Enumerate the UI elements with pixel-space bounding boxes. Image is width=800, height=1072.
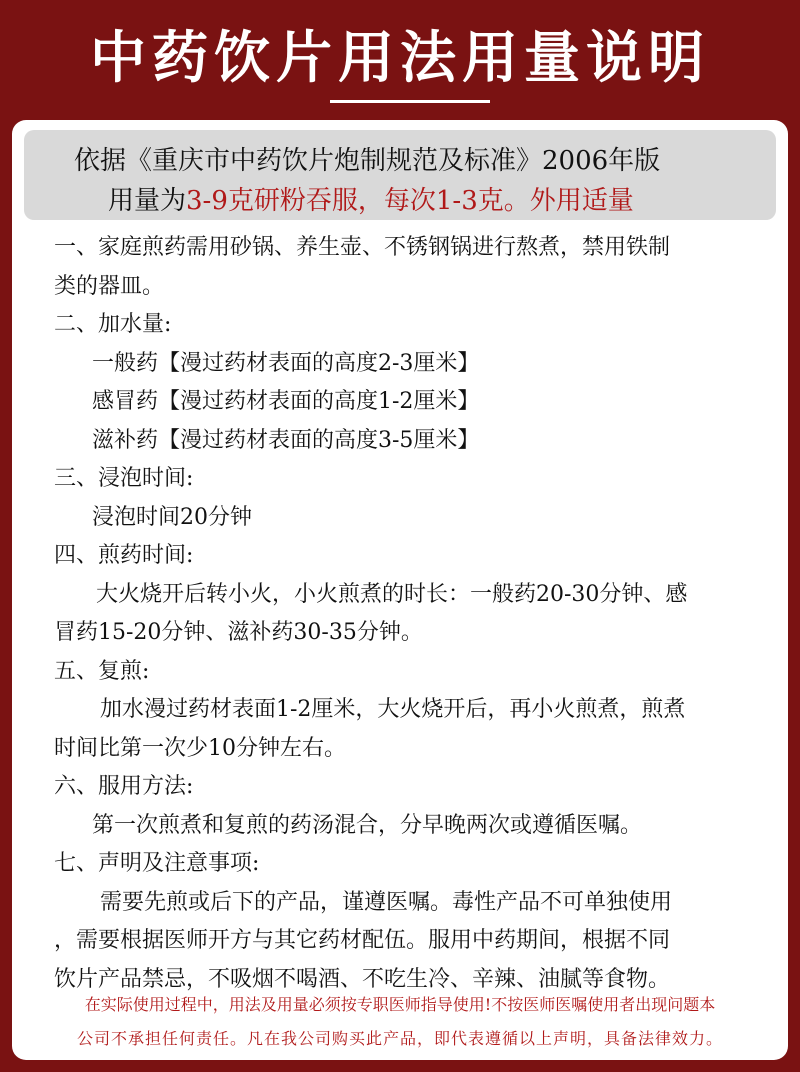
disclaimer-line-2: 公司不承担任何责任。凡在我公司购买此产品，即代表遵循以上声明，具备法律效力。 xyxy=(76,1029,723,1048)
page-title: 中药饮片用法用量说明 xyxy=(90,26,710,91)
basis-standard-text: 依据《重庆市中药饮片炮制规范及标准》2006年版 xyxy=(74,146,661,176)
section-4-heading: 四、煎药时间: xyxy=(54,543,194,568)
section-5-line-2: 时间比第一次少10分钟左右。 xyxy=(54,735,346,761)
section-7-line-2: ，需要根据医师开方与其它药材配伍。服用中药期间，根据不同 xyxy=(54,928,671,953)
water-tonic-medicine: 滋补药【漫过药材表面的高度3-5厘米】 xyxy=(92,427,480,453)
disclaimer-line-1: 在实际使用过程中，用法及用量必须按专职医师指导使用!不按医师医嘱使用者出现问题本 xyxy=(84,995,716,1014)
section-6-text: 第一次煎煮和复煎的药汤混合，分早晚两次或遵循医嘱。 xyxy=(92,812,643,838)
section-2-heading: 二、加水量: xyxy=(54,312,172,337)
section-7-heading: 七、声明及注意事项: xyxy=(54,851,260,876)
soak-time-text: 浸泡时间20分钟 xyxy=(92,504,252,530)
water-cold-medicine: 感冒药【漫过药材表面的高度1-2厘米】 xyxy=(92,389,480,414)
section-1-line-1: 一、家庭煎药需用砂锅、养生壶、不锈钢锅进行熬煮，禁用铁制 xyxy=(54,235,671,260)
water-general-medicine: 一般药【漫过药材表面的高度2-3厘米】 xyxy=(92,350,480,376)
section-3-heading: 三、浸泡时间: xyxy=(54,466,194,491)
section-5-heading: 五、复煎: xyxy=(54,658,150,684)
section-6-heading: 六、服用方法: xyxy=(54,774,194,799)
dosage-lead: 用量为 xyxy=(108,186,187,216)
section-1-line-2: 类的器皿。 xyxy=(54,273,165,299)
section-7-line-1: 需要先煎或后下的产品，谨遵医嘱。毒性产品不可单独使用 xyxy=(100,889,673,915)
title-underline xyxy=(330,100,490,103)
section-5-line-1: 加水漫过药材表面1-2厘米，大火烧开后，再小火煎煮，煎煮 xyxy=(100,697,686,722)
dosage-text xyxy=(108,180,634,217)
legal-disclaimer xyxy=(12,988,788,1056)
dosage-highlight: 3-9克研粉吞服，每次1-3克。外用适量 xyxy=(186,186,634,216)
instructions-body xyxy=(54,229,754,999)
section-4-line-1: 大火烧开后转小火，小火煎煮的时长：一般药20-30分钟、感 xyxy=(96,581,688,607)
basis-header xyxy=(24,130,776,220)
section-4-line-2: 冒药15-20分钟、滋补药30-35分钟。 xyxy=(54,620,423,645)
instruction-card xyxy=(12,120,788,1060)
section-7-line-3: 饮片产品禁忌，不吸烟不喝酒、不吃生冷、辛辣、油腻等食物。 xyxy=(54,966,671,992)
